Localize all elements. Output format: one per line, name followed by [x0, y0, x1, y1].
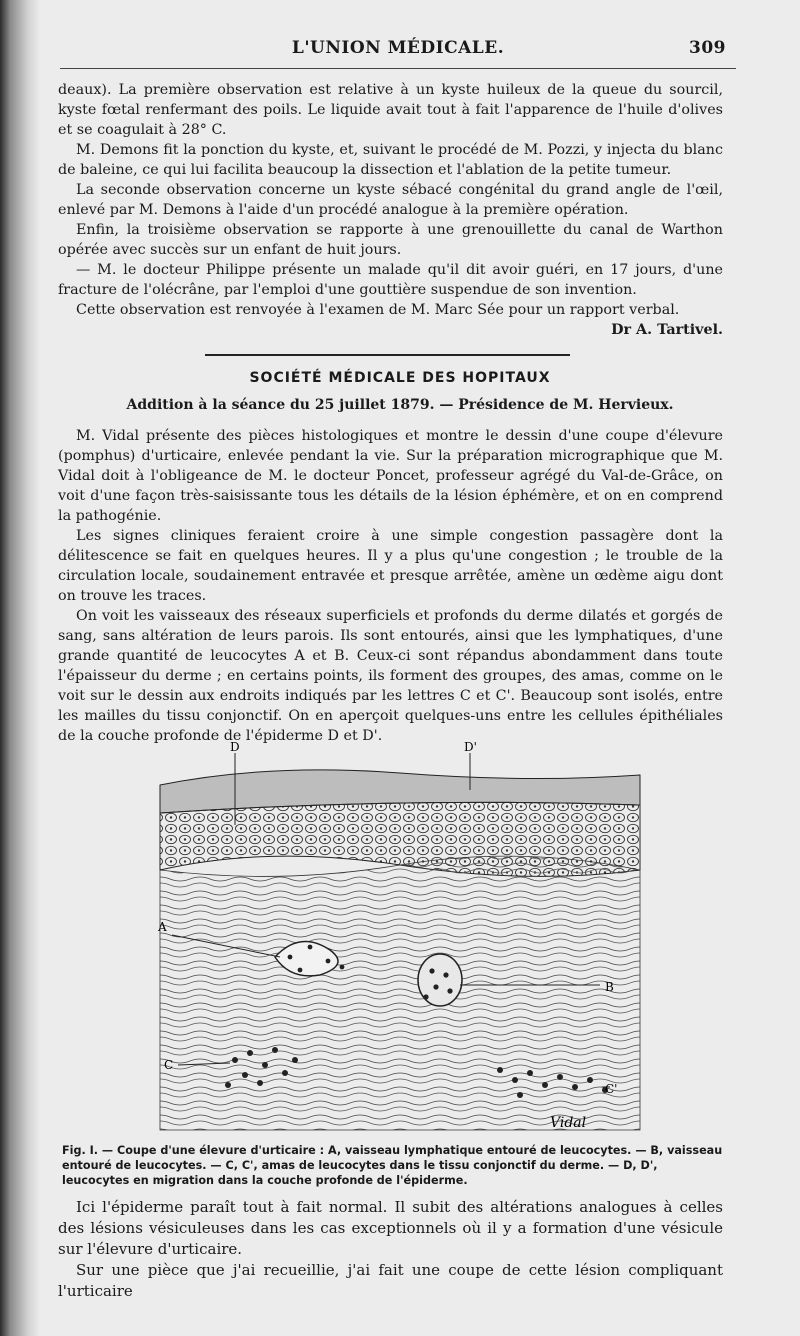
page-number: 309 [689, 38, 726, 58]
journal-title: L'UNION MÉDICALE. [291, 38, 505, 58]
figure-label-B: B [605, 980, 614, 994]
paragraph: — M. le docteur Philippe présente un malade qu'il dit avoir guéri, en 17 jours, d'une fracture de l'olécrâne, par l'emploi d'une gouttière suspendue de son invention. [58, 262, 723, 298]
author-signature: Dr A. Tartivel. [611, 322, 723, 338]
section-subtitle: Addition à la séance du 25 juillet 1879. — Présidence de M. Hervieux. [126, 397, 674, 413]
section-title: SOCIÉTÉ MÉDICALE DES HOPITAUX [249, 370, 551, 386]
section-divider [205, 354, 570, 356]
histology-figure [150, 735, 650, 1135]
paragraph: Sur une pièce que j'ai recueillie, j'ai fait une coupe de cette lésion compliquant l'urticaire [58, 1261, 723, 1300]
paragraph: La seconde observation concerne un kyste sébacé congénital du grand angle de l'œil, enlevé par M. Demons à l'aide d'un procédé analogue à la première opération. [58, 182, 723, 218]
artist-signature: Vidal [550, 1115, 587, 1131]
paragraph: Enfin, la troisième observation se rapporte à une grenouillette du canal de Warthon opérée avec succès sur un enfant de huit jours. [58, 222, 723, 258]
running-header [60, 34, 736, 68]
paragraph: M. Vidal présente des pièces histologiques et montre le dessin d'une coupe d'élevure (pomphus) d'urticaire, enlevée pendant la vie. Sur la préparation micrographique que M. Vidal doit à l'obligeance de M. le docteur Poncet, professeur agrégé du Val-de-Grâce, on voit d'une façon très-saisissante tous les détails de la lésion éphémère, et on en comprend la pathogénie. [58, 428, 723, 524]
figure-caption: Fig. I. — Coupe d'une élevure d'urticaire : A, vaisseau lymphatique entouré de leucocytes. — B, vaisseau entouré de leucocytes. — C, C', amas de leucocytes dans le tissu conjonctif du derme. — D, D', leucocytes en migration dans la couche profonde de l'épiderme. [62, 1144, 723, 1187]
book-spine-shadow [0, 0, 40, 1336]
figure-label-C-prime: C' [605, 1082, 618, 1096]
dermis-layer [160, 856, 640, 1130]
figure-label-D: D [230, 740, 240, 754]
paragraph: M. Demons fit la ponction du kyste, et, suivant le procédé de M. Pozzi, y injecta du blanc de baleine, ce qui lui facilita beaucoup la dissection et l'ablation de la petite tumeur. [58, 142, 723, 178]
paragraph: Ici l'épiderme paraît tout à fait normal. Il subit des altérations analogues à celles des lésions vésiculeuses dans les cas exceptionnels où il y a formation d'une vésicule sur l'élevure d'urticaire. [58, 1198, 723, 1258]
blood-vessel-B [418, 954, 462, 1006]
header-rule [60, 68, 736, 69]
figure-label-C: C [164, 1058, 174, 1072]
figure-label-A: A [158, 920, 167, 934]
after-figure-text-block [58, 1197, 723, 1302]
paragraph: Cette observation est renvoyée à l'examen de M. Marc Sée pour un rapport verbal. [76, 302, 680, 318]
body-text-block [58, 426, 723, 746]
paragraph: deaux). La première observation est relative à un kyste huileux de la queue du sourcil, kyste fœtal renfermant des poils. Le liquide avait tout à fait l'apparence de l'huile d'olives et se coagulait à 28° C. [58, 82, 723, 138]
top-text-block [58, 80, 723, 340]
paragraph: On voit les vaisseaux des réseaux superficiels et profonds du derme dilatés et gorgés de sang, sans altération de leurs parois. Ils sont entourés, ainsi que les lymphatiques, d'une grande quantité de leucocytes A et B. Ceux-ci sont répandus abondamment dans toute l'épaisseur du derme ; en certains points, ils forment des groupes, des amas, comme on le voit sur le dessin aux endroits indiqués par les lettres C et C'. Beaucoup sont isolés, entre les mailles du tissu conjonctif. On en aperçoit quelques-uns entre les cellules épithéliales de la couche profonde de l'épiderme D et D'. [58, 608, 723, 744]
paragraph: Les signes cliniques feraient croire à une simple congestion passagère dont la délitescence se fait en quelques heures. Il y a plus qu'une congestion ; le trouble de la circulation locale, soudainement entravée et presque arrêtée, amène un œdème aigu dont on trouve les traces. [58, 528, 723, 604]
figure-label-D-prime: D' [464, 740, 477, 754]
